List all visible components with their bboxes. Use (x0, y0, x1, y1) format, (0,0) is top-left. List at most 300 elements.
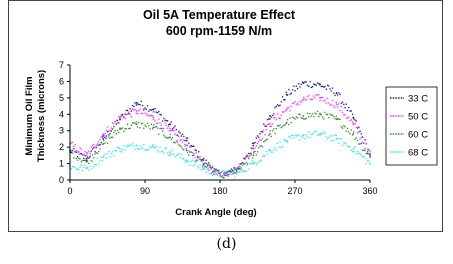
series-0-dot (156, 112, 157, 113)
series-1-point (252, 148, 254, 150)
series-0-dot (109, 133, 110, 134)
series-1-dot (139, 109, 140, 110)
series-2-dot (146, 126, 147, 127)
series-3-dot (152, 145, 153, 146)
series-1-dot (364, 148, 365, 149)
series-3-dot (317, 135, 318, 136)
series-3-dot (131, 144, 132, 145)
series-0-dot (106, 135, 107, 136)
series-2-dot (368, 153, 369, 154)
series-0-dot (148, 111, 149, 112)
series-0 (69, 81, 371, 178)
series-3-dot (78, 169, 79, 170)
series-3-dot (183, 158, 184, 159)
series-3-dot (356, 153, 357, 154)
series-2-dot (237, 167, 238, 168)
series-2-dot (314, 112, 315, 113)
series-2-dot (296, 116, 297, 117)
series-0-dot (243, 158, 244, 159)
series-1-dot (224, 174, 225, 175)
series-0-dot (256, 137, 257, 138)
series-1-dot (71, 142, 72, 143)
y-tick-label: 7 (58, 60, 64, 70)
series-0-dot (326, 89, 327, 90)
plot-area (69, 81, 371, 178)
series-3-dot (76, 168, 77, 169)
series-2-dot (259, 145, 260, 146)
series-3-dot (263, 155, 264, 156)
series-3-point (86, 168, 88, 170)
series-1-dot (334, 107, 335, 108)
series-0-dot (233, 167, 234, 168)
series-3-dot (213, 172, 214, 173)
series-3-dot (176, 155, 177, 156)
series-2-dot (262, 146, 263, 147)
series-3-dot (141, 146, 142, 147)
series-0-dot (99, 144, 100, 145)
series-2-dot (89, 155, 90, 156)
series-0-dot (131, 111, 132, 112)
series-0-dot (79, 153, 80, 154)
series-1-dot (256, 145, 257, 146)
series-0-point (302, 82, 304, 84)
series-2-dot (106, 138, 107, 139)
series-1-dot (308, 95, 309, 96)
series-3-dot (74, 167, 75, 168)
series-1-dot (179, 140, 180, 141)
series-2-dot (217, 170, 218, 171)
series-3-dot (344, 142, 345, 143)
x-tick-label: 0 (67, 186, 73, 196)
chart-svg (9, 1, 442, 231)
series-1-point (119, 117, 121, 119)
series-3-dot (79, 167, 80, 168)
series-1-dot (324, 99, 325, 100)
series-3-dot (232, 171, 233, 172)
series-1-dot (274, 117, 275, 118)
series-2-dot (293, 117, 294, 118)
series-1-dot (348, 117, 349, 118)
series-0-dot (359, 131, 360, 132)
series-0-dot (143, 109, 144, 110)
series-1-dot (323, 100, 324, 101)
series-3-dot (311, 134, 312, 135)
series-2-dot (199, 159, 200, 160)
series-2-dot (112, 137, 113, 138)
series-1-dot (287, 107, 288, 108)
series-3-dot (262, 156, 263, 157)
series-0-point (352, 117, 354, 119)
series-2-dot (104, 142, 105, 143)
series-2-point (269, 133, 271, 135)
series-1-dot (357, 132, 358, 133)
series-0-dot (281, 101, 282, 102)
series-0-dot (321, 86, 322, 87)
series-2-point (136, 123, 138, 125)
series-2-dot (299, 114, 300, 115)
x-tick-label: 90 (139, 186, 151, 196)
series-1-dot (322, 97, 323, 98)
series-1-dot (206, 163, 207, 164)
series-0-dot (196, 150, 197, 151)
series-2-dot (244, 163, 245, 164)
series-2-dot (349, 133, 350, 134)
series-3-dot (162, 151, 163, 152)
series-1-dot (87, 152, 88, 153)
series-3-dot (239, 171, 240, 172)
series-0-dot (367, 151, 368, 152)
series-3-dot (297, 135, 298, 136)
series-2-dot (127, 124, 128, 125)
series-2-dot (134, 123, 135, 124)
series-0-dot (172, 128, 173, 129)
series-1-dot (343, 114, 344, 115)
series-1-dot (168, 126, 169, 127)
series-0-dot (128, 113, 129, 114)
series-1-dot (226, 175, 227, 176)
series-2-dot (214, 170, 215, 171)
series-3-dot (124, 150, 125, 151)
series-3-dot (216, 170, 217, 171)
series-3-dot (343, 142, 344, 143)
series-1-dot (99, 139, 100, 140)
series-3-dot (346, 143, 347, 144)
series-3-point (152, 146, 154, 148)
series-0-dot (308, 86, 309, 87)
series-1-dot (188, 150, 189, 151)
series-2-dot (239, 168, 240, 169)
series-1-dot (311, 99, 312, 100)
series-1-dot (296, 104, 297, 105)
series-2-dot (297, 117, 298, 118)
series-1-dot (298, 104, 299, 105)
series-3-dot (204, 167, 205, 168)
series-3-dot (172, 150, 173, 151)
series-0-dot (286, 92, 287, 93)
series-1-dot (333, 105, 334, 106)
series-0-dot (207, 165, 208, 166)
chart-frame (8, 0, 443, 232)
series-1-dot (318, 94, 319, 95)
series-1-dot (77, 151, 78, 152)
series-1-dot (341, 106, 342, 107)
series-3-dot (277, 143, 278, 144)
series-2-dot (158, 134, 159, 135)
series-2-dot (207, 163, 208, 164)
series-0-dot (296, 86, 297, 87)
series-0-dot (277, 104, 278, 105)
series-2-point (286, 122, 288, 124)
series-1-dot (299, 101, 300, 102)
series-3-dot (134, 149, 135, 150)
series-1-dot (327, 98, 328, 99)
series-2-dot (122, 127, 123, 128)
series-0-dot (91, 151, 92, 152)
series-1-dot (146, 114, 147, 115)
series-3-dot (331, 140, 332, 141)
series-1-dot (116, 120, 117, 121)
series-1-dot (197, 157, 198, 158)
series-0-point (286, 94, 288, 96)
series-1-dot (278, 117, 279, 118)
series-0-dot (274, 107, 275, 108)
series-2-dot (268, 135, 269, 136)
series-0-dot (317, 82, 318, 83)
series-1-dot (339, 110, 340, 111)
series-0-dot (328, 85, 329, 86)
series-1-dot (112, 122, 113, 123)
series-2-dot (76, 158, 77, 159)
series-2-dot (272, 130, 273, 131)
series-2-dot (348, 131, 349, 132)
series-3-dot (174, 156, 175, 157)
series-0-dot (297, 88, 298, 89)
series-3-point (269, 150, 271, 152)
legend-label-1: 50 C (408, 111, 429, 123)
series-2-dot (287, 119, 288, 120)
series-3-point (186, 159, 188, 161)
series-2-dot (317, 111, 318, 112)
series-1-point (102, 133, 104, 135)
series-3-dot (329, 135, 330, 136)
series-1-dot (169, 128, 170, 129)
series-3-dot (143, 144, 144, 145)
series-3-point (319, 133, 321, 135)
series-3-dot (338, 143, 339, 144)
series-0-point (252, 145, 254, 147)
series-0-dot (313, 84, 314, 85)
series-1-dot (303, 97, 304, 98)
series-1-dot (208, 170, 209, 171)
series-1-dot (86, 152, 87, 153)
series-2-dot (257, 151, 258, 152)
series-2-dot (74, 151, 75, 152)
series-1-dot (317, 94, 318, 95)
series-3-dot (163, 153, 164, 154)
series-3-dot (352, 151, 353, 152)
series-3-point (202, 168, 204, 170)
series-0-dot (272, 115, 273, 116)
series-2-dot (147, 123, 148, 124)
series-1-dot (257, 143, 258, 144)
series-3-dot (157, 150, 158, 151)
series-3-point (136, 145, 138, 147)
series-2-dot (326, 114, 327, 115)
series-2-dot (86, 159, 87, 160)
series-2-dot (306, 118, 307, 119)
series-1-point (302, 99, 304, 101)
series-2-dot (96, 152, 97, 153)
series-1-dot (167, 128, 168, 129)
series-0-dot (161, 114, 162, 115)
x-tick-label: 360 (362, 186, 378, 196)
series-0-dot (309, 81, 310, 82)
series-1-dot (247, 155, 248, 156)
series-0-dot (341, 103, 342, 104)
series-1-dot (332, 100, 333, 101)
series-3-dot (127, 145, 128, 146)
series-2-dot (179, 145, 180, 146)
series-1-dot (191, 146, 192, 147)
series-3-dot (229, 172, 230, 173)
series-3-dot (248, 168, 249, 169)
series-2-dot (213, 174, 214, 175)
series-3-dot (238, 171, 239, 172)
series-1-dot (338, 103, 339, 104)
series-3-dot (107, 153, 108, 154)
series-1-dot (352, 121, 353, 122)
series-2 (69, 111, 371, 177)
series-1-dot (283, 111, 284, 112)
series-3-dot (363, 156, 364, 157)
series-2-dot (101, 142, 102, 143)
series-1-dot (161, 125, 162, 126)
series-0-dot (252, 143, 253, 144)
series-1-point (352, 123, 354, 125)
series-3-dot (71, 168, 72, 169)
series-1-dot (288, 107, 289, 108)
series-2-dot (103, 140, 104, 141)
series-1-dot (342, 112, 343, 113)
series-2-dot (204, 166, 205, 167)
series-0-dot (337, 94, 338, 95)
series-3-dot (146, 149, 147, 150)
series-0-dot (81, 153, 82, 154)
series-0-dot (98, 145, 99, 146)
series-0-dot (133, 106, 134, 107)
series-3-dot (241, 167, 242, 168)
series-2-dot (248, 158, 249, 159)
series-2-dot (218, 173, 219, 174)
series-0-dot (198, 151, 199, 152)
series-3-dot (129, 145, 130, 146)
series-2-point (319, 113, 321, 115)
series-1-point (152, 117, 154, 119)
series-3-dot (266, 151, 267, 152)
series-1-dot (354, 123, 355, 124)
series-2-dot (338, 119, 339, 120)
series-0-dot (186, 137, 187, 138)
series-0-dot (182, 134, 183, 135)
series-2-dot (116, 133, 117, 134)
series-1-dot (72, 142, 73, 143)
series-0-dot (354, 119, 355, 120)
series-1-dot (142, 113, 143, 114)
series-2-dot (353, 131, 354, 132)
series-0-dot (96, 147, 97, 148)
series-0-dot (356, 120, 357, 121)
series-3-dot (282, 146, 283, 147)
series-2-dot (194, 161, 195, 162)
series-3-dot (212, 175, 213, 176)
series-1-dot (279, 118, 280, 119)
series-3-dot (214, 174, 215, 175)
series-0-dot (334, 95, 335, 96)
series-2-dot (241, 169, 242, 170)
series-0-dot (87, 156, 88, 157)
series-1-dot (221, 171, 222, 172)
series-3-dot (348, 146, 349, 147)
series-0-point (186, 140, 188, 142)
series-2-dot (124, 128, 125, 129)
series-2-dot (81, 161, 82, 162)
series-2-dot (354, 139, 355, 140)
series-2-dot (144, 125, 145, 126)
series-1-point (269, 123, 271, 125)
series-1-dot (297, 103, 298, 104)
series-1-dot (152, 115, 153, 116)
series-2-dot (269, 130, 270, 131)
series-3-dot (322, 134, 323, 135)
series-0-dot (213, 170, 214, 171)
series-2-point (252, 154, 254, 156)
series-0-dot (257, 135, 258, 136)
series-2-dot (264, 140, 265, 141)
series-1-dot (272, 123, 273, 124)
series-2-dot (251, 154, 252, 155)
series-0-dot (163, 118, 164, 119)
series-1-dot (88, 151, 89, 152)
series-0-dot (77, 156, 78, 157)
series-2-dot (364, 150, 365, 151)
chart-title-line-1: Oil 5A Temperature Effect (142, 8, 296, 22)
series-1-dot (128, 111, 129, 112)
series-2-dot (141, 123, 142, 124)
series-0-dot (174, 125, 175, 126)
series-2-dot (171, 139, 172, 140)
series-3-dot (339, 138, 340, 139)
series-3-point (119, 148, 121, 150)
series-2-dot (339, 119, 340, 120)
series-3-dot (206, 171, 207, 172)
series-3-dot (169, 155, 170, 156)
series-3-dot (164, 148, 165, 149)
series-0-dot (311, 87, 312, 88)
series-3-dot (111, 153, 112, 154)
series-2-dot (157, 128, 158, 129)
series-3-dot (217, 171, 218, 172)
series-1-dot (232, 173, 233, 174)
series-0-point (102, 138, 104, 140)
series-1-dot (137, 113, 138, 114)
series-3-dot (292, 135, 293, 136)
series-3-dot (244, 170, 245, 171)
series-0-dot (72, 150, 73, 151)
series-2-dot (139, 127, 140, 128)
series-0-dot (284, 99, 285, 100)
series-2-dot (318, 116, 319, 117)
series-1-dot (314, 97, 315, 98)
series-1-dot (269, 126, 270, 127)
series-1-dot (281, 115, 282, 116)
series-1-dot (117, 122, 118, 123)
axes (59, 60, 378, 196)
series-2-dot (312, 113, 313, 114)
series-3-dot (93, 166, 94, 167)
series-3-dot (186, 162, 187, 163)
series-0-dot (238, 169, 239, 170)
series-3-dot (326, 136, 327, 137)
series-2-dot (336, 116, 337, 117)
series-2-dot (173, 142, 174, 143)
series-1-dot (356, 127, 357, 128)
series-1-dot (182, 141, 183, 142)
series-2-dot (198, 157, 199, 158)
series-0-dot (314, 84, 315, 85)
series-2-point (302, 115, 304, 117)
series-3-dot (308, 131, 309, 132)
series-2-dot (292, 117, 293, 118)
